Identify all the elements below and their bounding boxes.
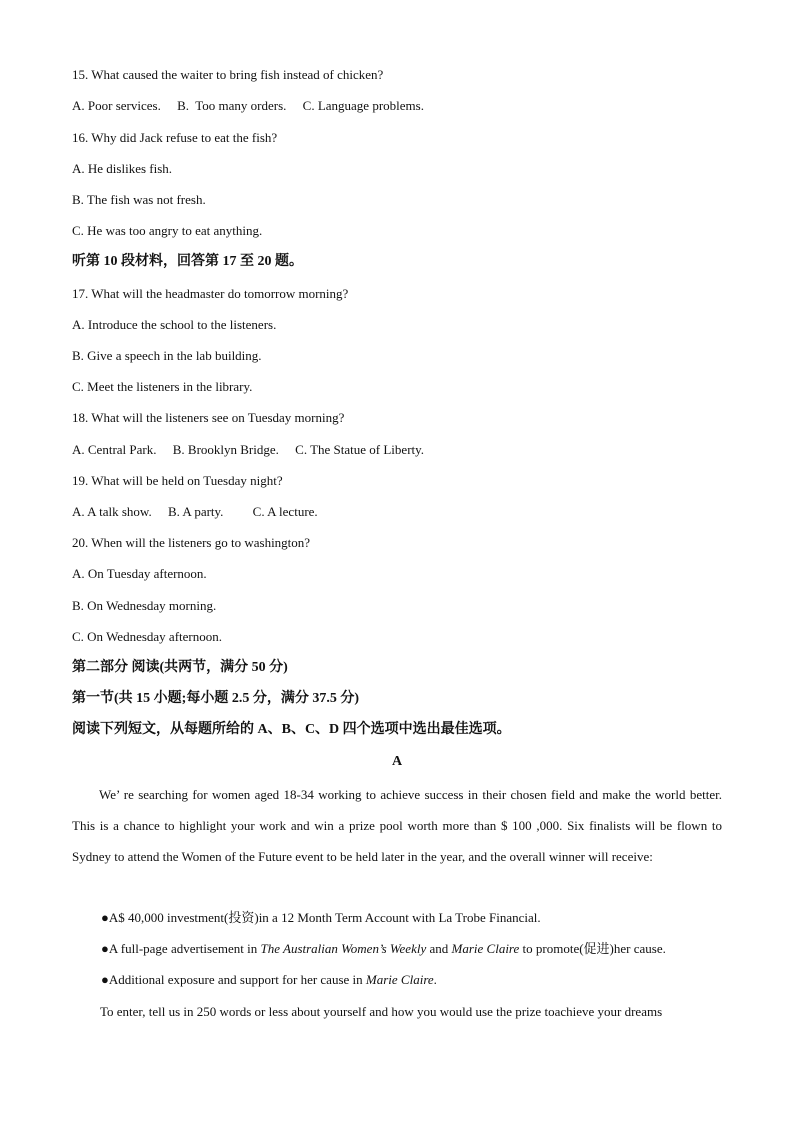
passage-label: A: [391, 754, 403, 769]
question-20-stem: 20. When will the listeners go to washington?: [72, 535, 311, 550]
question-19-options: A. A talk show. B. A party. C. A lecture.: [72, 504, 318, 519]
question-18-stem: 18. What will the listeners see on Tuesday morning?: [72, 410, 345, 425]
passage-bullet-2: ●A full-page advertisement in The Australian Women’s Weekly and Marie Claire to promote(促进)her cause.: [101, 941, 666, 956]
question-16-stem: 16. Why did Jack refuse to eat the fish?: [72, 130, 278, 145]
question-17-stem: 17. What will the headmaster do tomorrow morning?: [72, 286, 349, 301]
question-17-option-c: C. Meet the listeners in the library.: [72, 379, 253, 394]
magazine-title: Marie Claire: [365, 972, 434, 987]
question-16-option-b: B. The fish was not fresh.: [72, 192, 206, 207]
part-2-title: 第二部分 阅读(共两节，满分 50 分): [72, 660, 288, 675]
passage-bullet-3: ●Additional exposure and support for her cause in Marie Claire.: [101, 972, 437, 987]
part-2-section-1: 第一节(共 15 小题;每小题 2.5 分，满分 37.5 分): [72, 691, 359, 706]
passage-paragraph-2: To enter, tell us in 250 words or less about yourself and how you would use the prize toachieve your dreams: [100, 1004, 663, 1019]
part-2-instruction: 阅读下列短文，从每题所给的 A、B、C、D 四个选项中选出最佳选项。: [72, 722, 511, 737]
passage-paragraph-1: We’ re searching for women aged 18-34 working to achieve success in their chosen field and make the world better. This is a chance to highlight your work and win a prize pool worth more than $ 100 ,000. Six finalists will be flown to Sydney to attend the Women of the Future event to be held later in the year, and the overall winner will receive:: [72, 787, 722, 864]
question-19-stem: 19. What will be held on Tuesday night?: [72, 473, 283, 488]
question-16-option-c: C. He was too angry to eat anything.: [72, 223, 263, 238]
passage-bullet-1: ●A$ 40,000 investment(投资)in a 12 Month Term Account with La Trobe Financial.: [101, 910, 541, 925]
question-18-options: A. Central Park. B. Brooklyn Bridge. C. The Statue of Liberty.: [72, 442, 425, 457]
magazine-title: The Australian Women’s Weekly: [260, 941, 427, 956]
question-15-stem: 15. What caused the waiter to bring fish instead of chicken?: [72, 67, 384, 82]
question-17-option-b: B. Give a speech in the lab building.: [72, 348, 262, 363]
section-10-heading: 听第 10 段材料，回答第 17 至 20 题。: [72, 254, 303, 269]
question-20-option-c: C. On Wednesday afternoon.: [72, 629, 222, 644]
question-20-option-a: A. On Tuesday afternoon.: [72, 566, 207, 581]
question-16-option-a: A. He dislikes fish.: [72, 161, 173, 176]
magazine-title: Marie Claire: [451, 941, 520, 956]
question-15-options: A. Poor services. B. Too many orders. C. Language problems.: [72, 98, 424, 113]
question-17-option-a: A. Introduce the school to the listeners.: [72, 317, 277, 332]
question-20-option-b: B. On Wednesday morning.: [72, 598, 217, 613]
